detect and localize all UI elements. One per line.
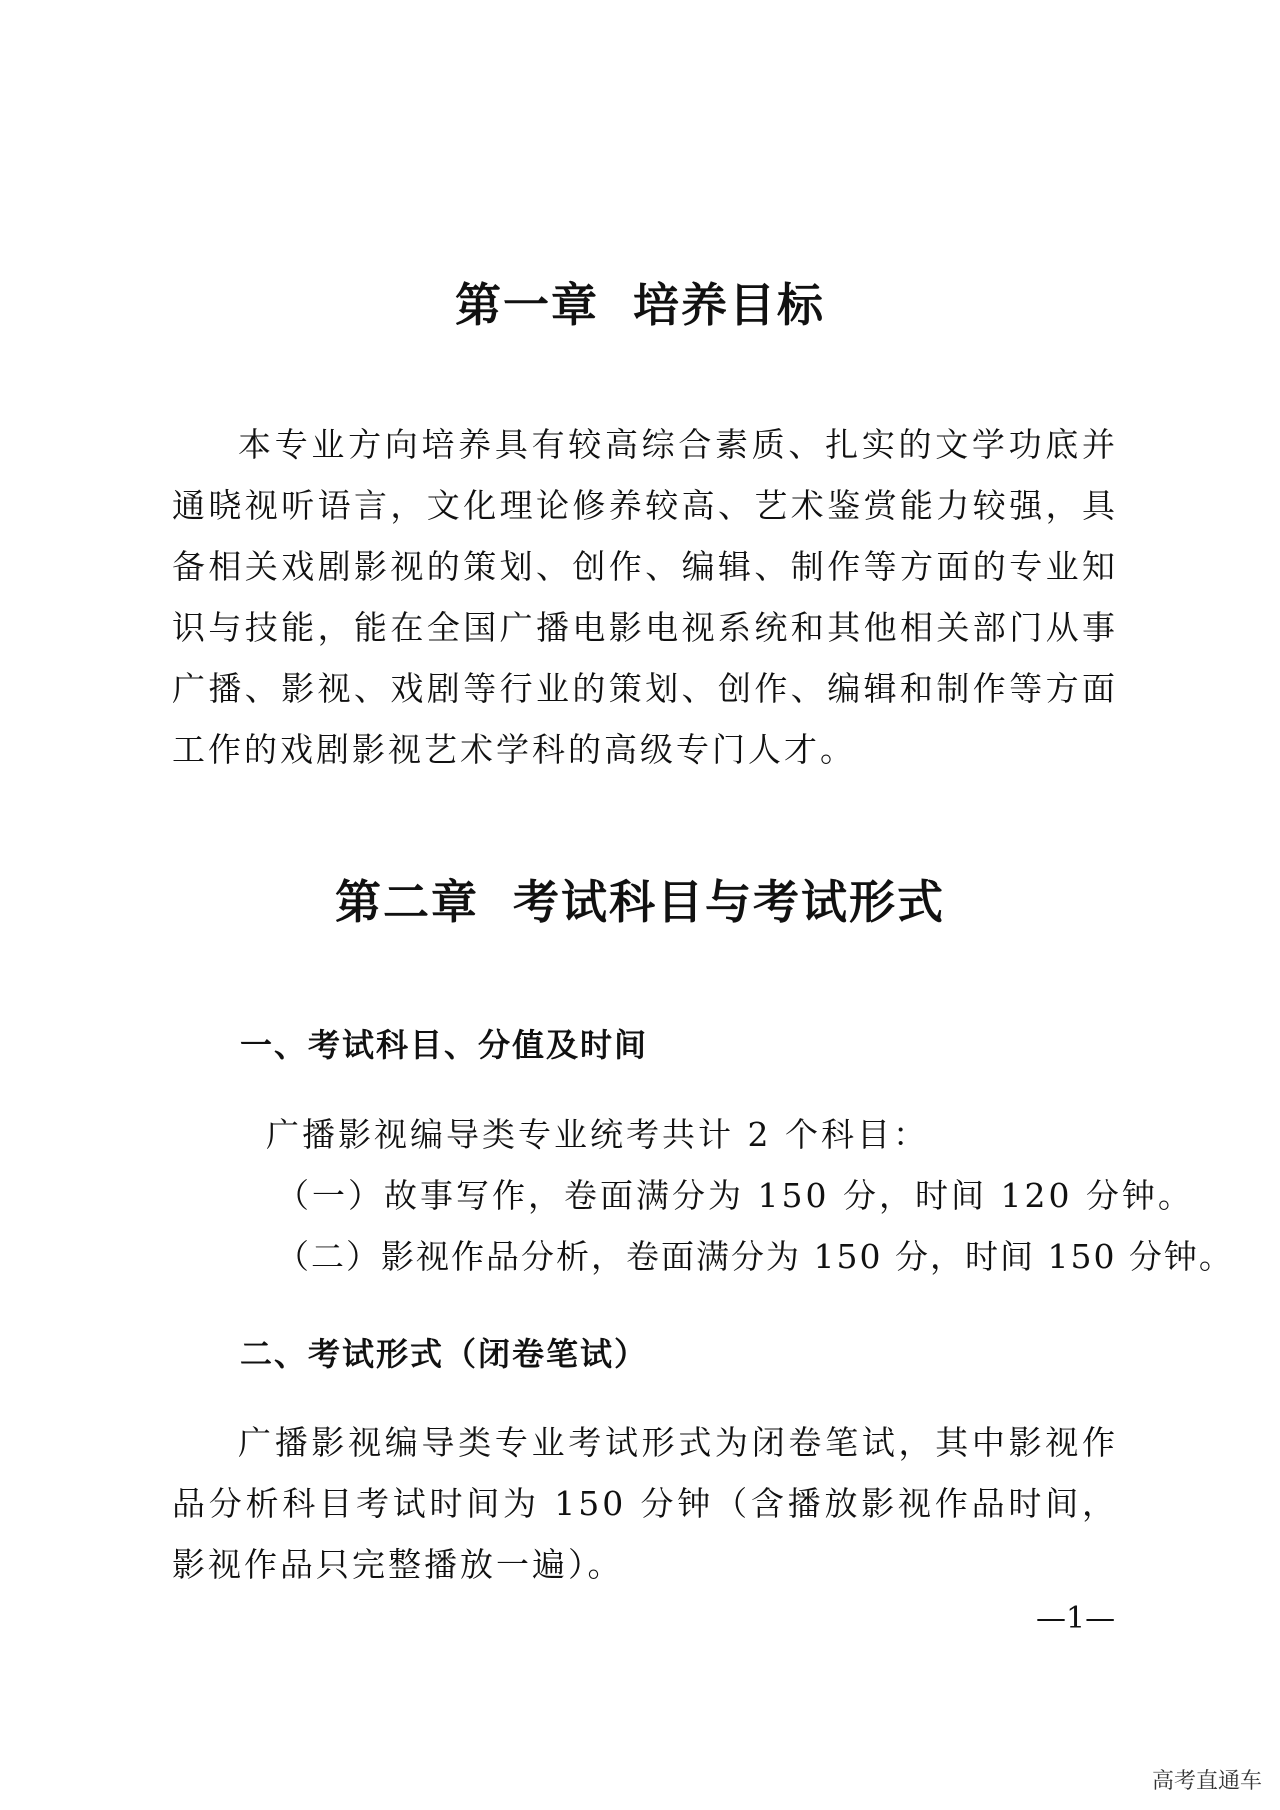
chapter-1-title: [0, 275, 1280, 335]
chapter-2-number: 第二章: [335, 875, 479, 929]
subject-item-film-analysis: （二）影视作品分析，卷面满分为 150 分，时间 150 分钟。: [276, 1237, 1234, 1276]
chapter-2-name: 考试科目与考试形式: [513, 875, 945, 929]
subjects-intro: 广播影视编导类专业统考共计 2 个科目：: [266, 1115, 929, 1154]
subject-item-story-writing: （一）故事写作，卷面满分为 150 分，时间 120 分钟。: [276, 1176, 1194, 1215]
chapter-1-name: 培养目标: [633, 278, 825, 332]
section-1-heading: 一、考试科目、分值及时间: [240, 1026, 649, 1064]
page-number: —1—: [1036, 1601, 1116, 1636]
section-2-heading: 二、考试形式（闭卷笔试）: [240, 1335, 649, 1373]
training-objective-paragraph: 本专业方向培养具有较高综合素质、扎实的文学功底并通晓视听语言，文化理论修养较高、艺术鉴赏能力较强，具备相关戏剧影视的策划、创作、编辑、制作等方面的专业知识与技能，能在全国广播电影电视系统和其他相关部门从事广播、影视、戏剧等行业的策划、创作、编辑和制作等方面工作的戏剧影视艺术学科的高级专门人才。: [172, 425, 1118, 769]
chapter-1-number: 第一章: [455, 278, 599, 332]
watermark-text: 高考直通车: [1151, 1769, 1262, 1794]
exam-form-paragraph: 广播影视编导类专业考试形式为闭卷笔试，其中影视作品分析科目考试时间为 150 分钟（含播放影视作品时间，影视作品只完整播放一遍）。: [172, 1423, 1118, 1584]
chapter-2-title: [0, 872, 1280, 932]
